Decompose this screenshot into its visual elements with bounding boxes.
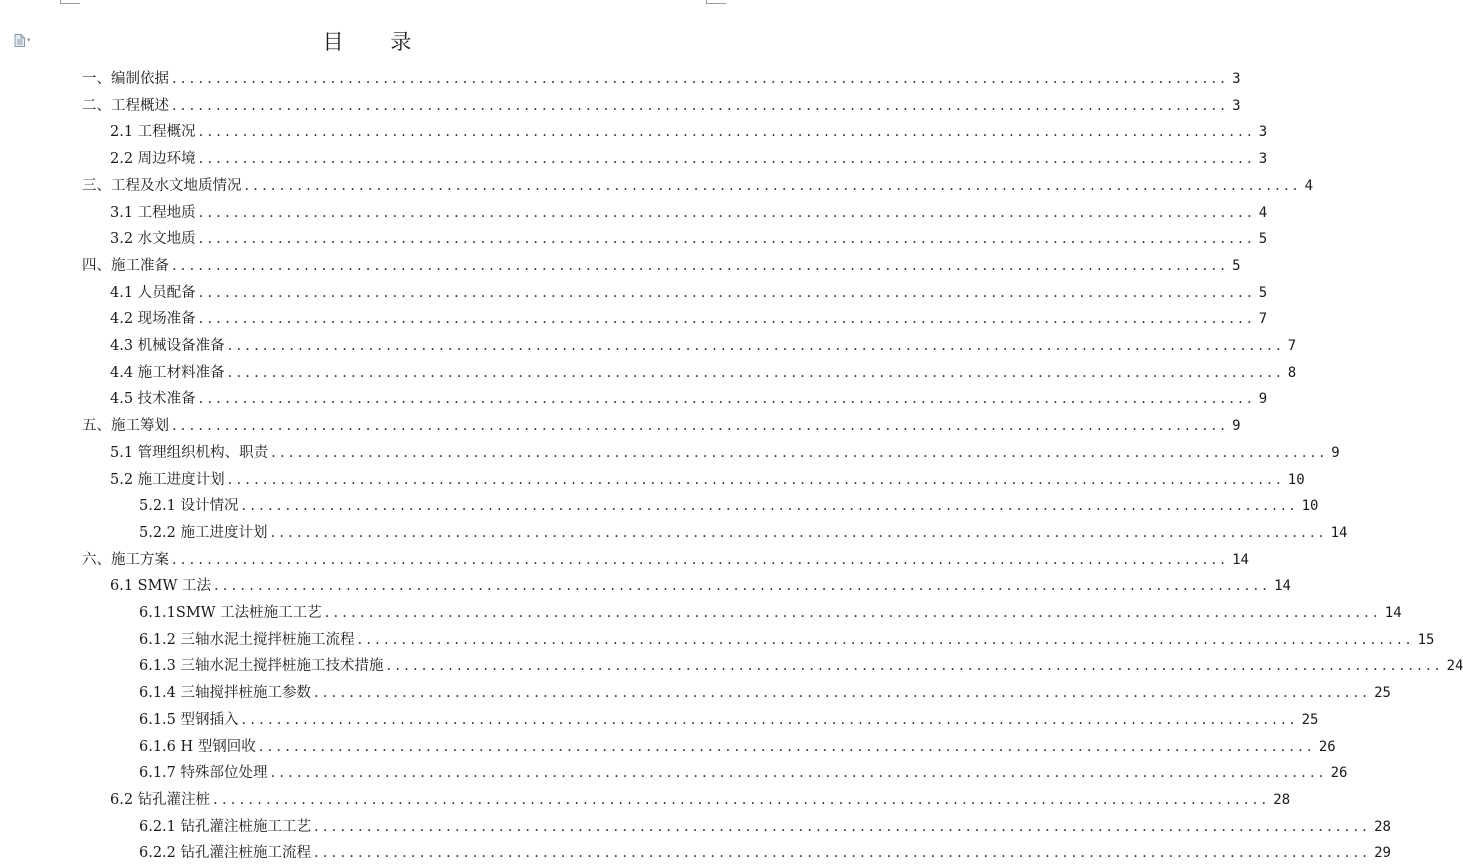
- toc-dot-leader: ........................................................................................................................: [258, 738, 1316, 755]
- toc-dot-leader: ........................................................................................................................: [198, 204, 1256, 221]
- toc-dot-leader: ........................................................................................................................: [198, 284, 1256, 301]
- toc-entry-label: 一、编制依据: [82, 71, 169, 87]
- toc-entry-label: 4.5 技术准备: [110, 391, 196, 408]
- toc-entry[interactable]: [82, 66, 1241, 93]
- toc-dot-leader: ........................................................................................................................: [172, 71, 1230, 87]
- toc-dot-leader: ........................................................................................................................: [198, 391, 1256, 408]
- toc-entry[interactable]: [110, 146, 1268, 173]
- toc-entry-page-number: 5: [1258, 284, 1268, 301]
- toc-dot-leader: ........................................................................................................................: [357, 631, 1415, 648]
- toc-dot-leader: ........................................................................................................................: [172, 551, 1230, 568]
- toc-dot-leader: ........................................................................................................................: [198, 231, 1256, 248]
- toc-entry[interactable]: [139, 760, 1348, 787]
- toc-entry[interactable]: [110, 573, 1291, 600]
- toc-entry-page-number: 9: [1331, 444, 1340, 461]
- toc-entry-label: 6.1.1SMW 工法桩施工工艺: [139, 605, 322, 621]
- toc-entry-label: 5.2.1 设计情况: [139, 498, 239, 515]
- toc-entry-page-number: 3: [1232, 97, 1241, 114]
- toc-dot-leader: ........................................................................................................................: [213, 578, 1272, 595]
- toc-entry-label: 4.1 人员配备: [110, 284, 196, 301]
- toc-entry[interactable]: [139, 814, 1391, 841]
- toc-entry-page-number: 26: [1318, 738, 1336, 755]
- toc-dot-leader: ........................................................................................................................: [314, 845, 1372, 862]
- toc-entry-label: 5.1 管理组织机构、职责: [110, 444, 269, 461]
- toc-entry-label: 5.2 施工进度计划: [110, 471, 225, 488]
- toc-dot-leader: ........................................................................................................................: [198, 124, 1256, 141]
- toc-entry-page-number: 14: [1274, 578, 1291, 595]
- toc-entry-page-number: 10: [1287, 471, 1305, 488]
- page-crop-marks: [0, 0, 734, 6]
- toc-entry[interactable]: [139, 520, 1348, 547]
- toc-entry[interactable]: [139, 627, 1435, 654]
- toc-entry-page-number: 24: [1446, 658, 1463, 675]
- toc-entry-page-number: 14: [1232, 551, 1249, 568]
- toc-entry[interactable]: [139, 840, 1391, 867]
- toc-entry-page-number: 10: [1301, 498, 1319, 515]
- toc-entry-label: 6.1.4 三轴搅拌桩施工参数: [139, 685, 312, 702]
- toc-entry[interactable]: [110, 360, 1297, 387]
- toc-entry[interactable]: [110, 440, 1340, 467]
- toc-entry-label: 6.1.3 三轴水泥土搅拌桩施工技术措施: [139, 658, 384, 675]
- toc-dot-leader: ........................................................................................................................: [271, 444, 1329, 461]
- toc-entry-label: 6.1.6 H 型钢回收: [139, 738, 256, 755]
- toc-entry[interactable]: [110, 280, 1268, 307]
- toc-entry-label: 5.2.2 施工进度计划: [139, 524, 268, 541]
- toc-entry-page-number: 3: [1232, 71, 1241, 87]
- toc-entry[interactable]: [82, 413, 1241, 440]
- toc-entry[interactable]: [110, 787, 1291, 814]
- toc-entry-label: 2.2 周边环境: [110, 151, 196, 168]
- toc-entry-label: 6.1.5 型钢插入: [139, 711, 239, 728]
- toc-entry[interactable]: [82, 253, 1241, 280]
- toc-entry-page-number: 28: [1374, 818, 1391, 835]
- toc-entry-label: 二、工程概述: [82, 97, 169, 114]
- toc-entry[interactable]: [110, 200, 1268, 227]
- toc-dot-leader: ........................................................................................................................: [198, 311, 1256, 328]
- toc-entry-label: 6.1 SMW 工法: [110, 578, 211, 595]
- toc-entry-label: 五、施工筹划: [82, 418, 169, 435]
- toc-title: 目 录: [322, 30, 432, 54]
- toc-entry[interactable]: [110, 119, 1268, 146]
- toc-entry-label: 2.1 工程概况: [110, 124, 196, 141]
- toc-entry[interactable]: [82, 547, 1249, 574]
- toc-entry-page-number: 26: [1330, 765, 1348, 782]
- toc-dot-leader: ........................................................................................................................: [270, 765, 1328, 782]
- toc-entry[interactable]: [82, 93, 1241, 120]
- toc-dot-leader: ........................................................................................................................: [241, 498, 1299, 515]
- toc-entry[interactable]: [139, 680, 1391, 707]
- toc-entry[interactable]: [139, 707, 1319, 734]
- toc-entry[interactable]: [139, 734, 1336, 761]
- toc-dot-leader: ........................................................................................................................: [270, 524, 1328, 541]
- toc-entry-label: 三、工程及水文地质情况: [82, 177, 242, 194]
- toc-dot-leader: ........................................................................................................................: [314, 685, 1372, 702]
- toc-entry-page-number: 4: [1258, 204, 1268, 221]
- toc-dot-leader: ........................................................................................................................: [227, 364, 1285, 381]
- toc-entry-page-number: 7: [1258, 311, 1268, 328]
- toc-entry[interactable]: [110, 386, 1268, 413]
- toc-dot-leader: ........................................................................................................................: [172, 418, 1230, 435]
- toc-dot-leader: ........................................................................................................................: [227, 338, 1285, 354]
- toc-entry[interactable]: [110, 467, 1305, 494]
- crop-mark-left-h: [60, 3, 80, 4]
- toc-entry-page-number: 8: [1287, 364, 1297, 381]
- toc-entry-page-number: 15: [1417, 631, 1435, 648]
- toc-entry-label: 4.3 机械设备准备: [110, 338, 225, 354]
- toc-entry-label: 6.2.1 钻孔灌注桩施工工艺: [139, 818, 312, 835]
- toc-entry-page-number: 3: [1258, 151, 1268, 168]
- toc-entry-page-number: 7: [1287, 338, 1297, 354]
- toc-entry-page-number: 4: [1304, 177, 1314, 194]
- toc-entry[interactable]: [110, 333, 1297, 360]
- toc-entry-page-number: 9: [1258, 391, 1268, 408]
- toc-entry-page-number: 5: [1232, 257, 1241, 274]
- toc-dot-leader: ........................................................................................................................: [172, 257, 1230, 274]
- toc-dot-leader: ........................................................................................................................: [172, 97, 1230, 114]
- toc-dot-leader: ........................................................................................................................: [198, 151, 1256, 168]
- toc-entry-page-number: 5: [1258, 231, 1268, 248]
- toc-entry-label: 6.2.2 钻孔灌注桩施工流程: [139, 845, 312, 862]
- toc-entry-page-number: 25: [1374, 685, 1391, 702]
- toc-entry[interactable]: [139, 493, 1319, 520]
- toc-entry[interactable]: [110, 306, 1268, 333]
- toc-dot-leader: ........................................................................................................................: [241, 711, 1299, 728]
- toc-entry-label: 6.1.7 特殊部位处理: [139, 765, 268, 782]
- crop-mark-right-h: [706, 3, 726, 4]
- chevron-down-icon: ▾: [27, 36, 31, 44]
- toc-dot-leader: ........................................................................................................................: [314, 818, 1372, 835]
- toc-entry-label: 6.1.2 三轴水泥土搅拌桩施工流程: [139, 631, 355, 648]
- toc-dot-leader: ........................................................................................................................: [213, 791, 1271, 808]
- toc-entry[interactable]: [110, 226, 1268, 253]
- toc-entry-page-number: 29: [1374, 845, 1391, 862]
- toc-dot-leader: ........................................................................................................................: [227, 471, 1285, 488]
- toc-entry-label: 四、施工准备: [82, 257, 169, 274]
- toc-entry-label: 3.2 水文地质: [110, 231, 196, 248]
- toc-dot-leader: ........................................................................................................................: [386, 658, 1444, 675]
- toc-entry-label: 3.1 工程地质: [110, 204, 196, 221]
- toc-entry[interactable]: [139, 600, 1402, 627]
- toc-entry[interactable]: [82, 173, 1314, 200]
- toc-entry-label: 6.2 钻孔灌注桩: [110, 791, 211, 808]
- toc-entry-label: 六、施工方案: [82, 551, 169, 568]
- toc-entry-page-number: 14: [1384, 605, 1402, 621]
- toc-entry-page-number: 9: [1232, 418, 1241, 435]
- toc-dot-leader: ........................................................................................................................: [324, 605, 1382, 621]
- toc-entry[interactable]: [139, 653, 1463, 680]
- toc-dot-leader: ........................................................................................................................: [244, 177, 1302, 194]
- toc-entry-page-number: 28: [1273, 791, 1291, 808]
- toc-entry-label: 4.4 施工材料准备: [110, 364, 225, 381]
- toc-entry-label: 4.2 现场准备: [110, 311, 196, 328]
- toc-entry-page-number: 3: [1258, 124, 1268, 141]
- toc-entry-page-number: 14: [1330, 524, 1348, 541]
- toc-entry-page-number: 25: [1301, 711, 1319, 728]
